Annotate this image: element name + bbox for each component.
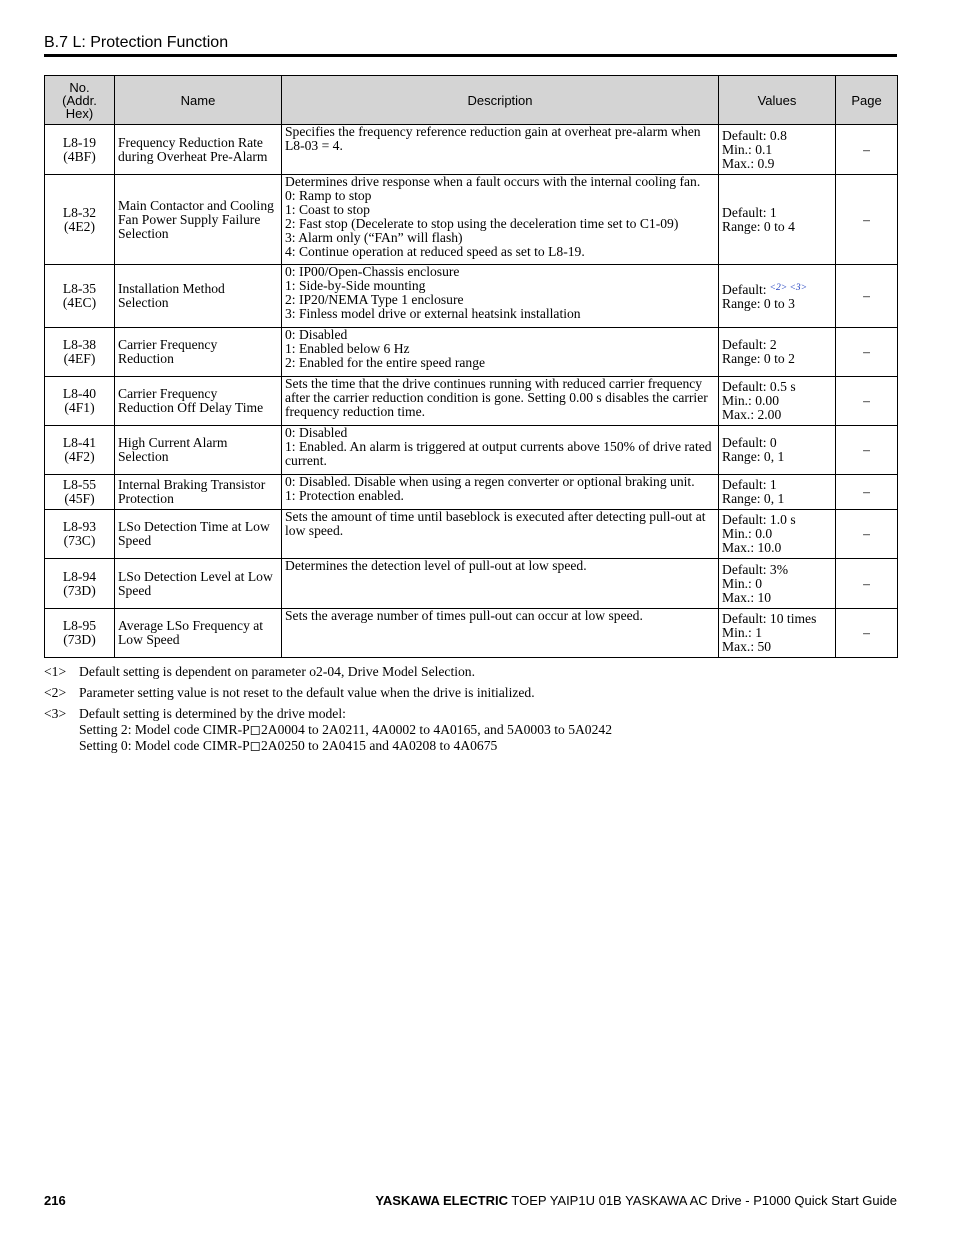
param-description-line: 3: Finless model drive or external heatsink installation	[285, 306, 581, 321]
param-page: –	[836, 559, 898, 609]
param-page: –	[836, 377, 898, 426]
param-number-line: L8-55	[62, 477, 97, 492]
param-number	[45, 510, 115, 559]
param-number-line: L8-38	[62, 337, 97, 352]
param-values-line: Max.: 10	[722, 589, 772, 605]
param-number	[45, 475, 115, 510]
param-description-line: after the carrier reduction condition is gone. Setting 0.00 s disables the carrier	[285, 390, 708, 405]
param-description-line: 1: Side-by-Side mounting	[285, 278, 426, 293]
footnote-line: Default setting is determined by the drive model:	[79, 706, 346, 721]
param-description-line: 1: Coast to stop	[285, 202, 370, 217]
section-title: B.7 L: Protection Function	[44, 34, 229, 51]
param-description-line: 0: Disabled. Disable when using a regen converter or optional braking unit.	[285, 474, 695, 489]
footnote	[44, 706, 904, 754]
table-row	[45, 265, 898, 328]
param-page: –	[836, 265, 898, 328]
param-name-line: Installation Method	[118, 281, 225, 296]
param-name-line: High Current Alarm	[118, 435, 228, 450]
param-number-line: L8-93	[62, 519, 97, 534]
footnote-text	[79, 664, 475, 680]
table-row	[45, 475, 898, 510]
param-description-line: Sets the average number of times pull-out can occur at low speed.	[285, 608, 643, 623]
param-name-line: Carrier Frequency	[118, 337, 218, 352]
footer-brand: YASKAWA ELECTRIC	[375, 1193, 509, 1208]
param-values	[719, 265, 836, 328]
param-name-line: Low Speed	[118, 632, 180, 647]
param-values	[719, 328, 836, 377]
param-description	[282, 559, 719, 609]
param-name-line: Speed	[118, 533, 152, 548]
param-name-line: Average LSo Frequency at	[118, 618, 264, 633]
param-number-line: L8-40	[62, 386, 97, 401]
footer-doc-title: TOEP YAIP1U 01B YASKAWA AC Drive - P1000 Quick Start Guide	[508, 1193, 897, 1208]
param-name	[115, 328, 282, 377]
param-values-line: Default: 1.0 s	[722, 512, 796, 527]
param-number-line: (4EF)	[63, 351, 96, 366]
table-row	[45, 328, 898, 377]
param-number-line: (4E2)	[64, 218, 95, 234]
param-number-line: (73D)	[63, 582, 96, 598]
param-description-line: Specifies the frequency reference reduction gain at overheat pre-alarm when	[285, 124, 701, 139]
param-description-line: 0: Disabled	[285, 425, 348, 440]
footer-doc-info	[375, 1193, 897, 1208]
param-number-line: (4F2)	[64, 449, 95, 464]
param-number-line: L8-19	[62, 134, 97, 150]
param-values-line: Default: 2	[722, 337, 777, 352]
param-description-line: current.	[285, 453, 327, 468]
param-description-line: Determines the detection level of pull-out at low speed.	[285, 558, 587, 573]
param-name-line: Selection	[118, 449, 169, 464]
param-values-line: Range: 0 to 4	[722, 218, 795, 234]
param-description-line: 2: IP20/NEMA Type 1 enclosure	[285, 292, 464, 307]
param-number	[45, 559, 115, 609]
param-description	[282, 175, 719, 265]
param-values-line: Range: 0, 1	[722, 449, 785, 464]
param-name	[115, 510, 282, 559]
param-name-line: Main Contactor and Cooling	[118, 197, 274, 213]
param-values	[719, 559, 836, 609]
param-values-line: Default: 10 times	[722, 611, 817, 626]
param-description	[282, 377, 719, 426]
section-title-rule	[44, 54, 897, 57]
table-row	[45, 125, 898, 175]
param-description	[282, 426, 719, 475]
param-name	[115, 426, 282, 475]
param-page: –	[836, 475, 898, 510]
param-values	[719, 175, 836, 265]
param-name-line: Fan Power Supply Failure	[118, 211, 261, 227]
footnote-line: Setting 0: Model code CIMR-P◻2A0250 to 2A0415 and 4A0208 to 4A0675	[79, 738, 498, 753]
param-description-line: 3: Alarm only (“FAn” will flash)	[285, 230, 463, 245]
param-page: –	[836, 426, 898, 475]
param-description-line: 1: Enabled below 6 Hz	[285, 341, 410, 356]
header-page: Page	[836, 76, 898, 125]
table-row	[45, 559, 898, 609]
param-values	[719, 475, 836, 510]
footnote	[44, 685, 904, 701]
param-values	[719, 377, 836, 426]
param-values	[719, 125, 836, 175]
param-values	[719, 426, 836, 475]
param-number	[45, 328, 115, 377]
footnote-reference-link[interactable]: <2> <3>	[769, 283, 808, 293]
param-values-line: Default: 3%	[722, 561, 789, 577]
param-name-line: Selection	[118, 225, 169, 241]
param-description-line: 0: IP00/Open-Chassis enclosure	[285, 264, 460, 279]
param-name-line: Protection	[118, 491, 174, 506]
param-description-line: Sets the time that the drive continues running with reduced carrier frequency	[285, 376, 703, 391]
param-name-line: during Overheat Pre-Alarm	[118, 148, 268, 164]
param-number	[45, 125, 115, 175]
footnote	[44, 664, 904, 680]
param-description-line: 0: Disabled	[285, 327, 348, 342]
param-name-line: Internal Braking Transistor	[118, 477, 266, 492]
param-number	[45, 175, 115, 265]
param-name-line: Reduction Off Delay Time	[118, 400, 264, 415]
param-values-line: Min.: 1	[722, 625, 763, 640]
param-description	[282, 265, 719, 328]
table-body	[45, 125, 898, 658]
table-row	[45, 609, 898, 658]
param-values-line: Max.: 50	[722, 639, 772, 654]
header-no-line: Hex)	[65, 105, 94, 121]
param-description-line: Sets the amount of time until baseblock is executed after detecting pull-out at	[285, 509, 706, 524]
header-name: Name	[115, 76, 282, 125]
param-number-line: (45F)	[64, 491, 95, 506]
param-name-line: Reduction	[118, 351, 174, 366]
footnote-marker: <3>	[44, 706, 67, 721]
param-values-line: Min.: 0.1	[722, 141, 773, 157]
param-values-line: Default: 1	[722, 204, 777, 220]
param-page: –	[836, 328, 898, 377]
param-number-line: L8-35	[62, 281, 97, 296]
param-description	[282, 609, 719, 658]
param-number-line: L8-95	[62, 618, 97, 633]
param-values-line: Default: 0.5 s	[722, 379, 796, 394]
param-description-line: Determines drive response when a fault occurs with the internal cooling fan.	[285, 174, 701, 189]
param-number-line: (73C)	[63, 533, 96, 548]
param-values-line: Default: 0	[722, 435, 777, 450]
table-row	[45, 510, 898, 559]
footnotes	[44, 664, 904, 759]
param-name	[115, 609, 282, 658]
header-values: Values	[719, 76, 836, 125]
param-name-line: Speed	[118, 582, 152, 598]
param-name	[115, 377, 282, 426]
param-values-line: Range: 0 to 3	[722, 296, 795, 311]
param-values-line: Range: 0, 1	[722, 491, 785, 506]
param-values-line: Min.: 0.0	[722, 526, 773, 541]
param-values-line: Max.: 10.0	[722, 540, 782, 555]
header-no	[45, 76, 115, 125]
header-no-line: (Addr.	[62, 92, 97, 108]
param-values-line: Max.: 0.9	[722, 155, 775, 171]
param-name-line: Selection	[118, 295, 169, 310]
param-number-line: L8-32	[62, 204, 97, 220]
param-name	[115, 559, 282, 609]
param-description-line: 4: Continue operation at reduced speed as set to L8-19.	[285, 244, 585, 259]
param-values-line: Max.: 2.00	[722, 407, 782, 422]
param-values-line: Min.: 0.00	[722, 393, 780, 408]
param-name	[115, 125, 282, 175]
param-values-line: Range: 0 to 2	[722, 351, 795, 366]
param-name-line: Frequency Reduction Rate	[118, 134, 263, 150]
page-number: 216	[44, 1193, 66, 1208]
param-values	[719, 510, 836, 559]
header-no-line: No.	[69, 79, 90, 95]
param-values-line: Min.: 0	[722, 575, 763, 591]
param-description-line: 1: Enabled. An alarm is triggered at output currents above 150% of drive rated	[285, 439, 712, 454]
param-page: –	[836, 510, 898, 559]
footnote-marker: <2>	[44, 685, 67, 700]
param-description	[282, 510, 719, 559]
param-description-line: low speed.	[285, 523, 344, 538]
param-values	[719, 609, 836, 658]
table-row	[45, 377, 898, 426]
param-description-line: 1: Protection enabled.	[285, 488, 404, 503]
param-description-line: 2: Enabled for the entire speed range	[285, 355, 486, 370]
param-name-line: Carrier Frequency	[118, 386, 218, 401]
param-page: –	[836, 175, 898, 265]
param-description	[282, 475, 719, 510]
param-description-line: frequency reduction time.	[285, 404, 426, 419]
footnote-marker: <1>	[44, 664, 67, 679]
param-description-line: L8-03 = 4.	[285, 138, 343, 153]
header-description: Description	[282, 76, 719, 125]
param-description-line: 0: Ramp to stop	[285, 188, 372, 203]
footnote-line: Parameter setting value is not reset to the default value when the drive is initialized.	[79, 685, 535, 700]
param-number	[45, 265, 115, 328]
param-number-line: (4EC)	[62, 295, 97, 310]
param-number	[45, 377, 115, 426]
param-number-line: (4BF)	[63, 148, 96, 164]
footnote-text	[79, 685, 535, 701]
param-values-line: Default: 0.8	[722, 127, 787, 143]
param-values-line: Default: $^{<2> <3>}$	[722, 282, 808, 297]
footnote-line: Default setting is dependent on parameter o2-04, Drive Model Selection.	[79, 664, 475, 679]
param-number	[45, 609, 115, 658]
param-number-line: (73D)	[63, 632, 96, 647]
param-name-line: LSo Detection Time at Low	[118, 519, 270, 534]
footnote-line: Setting 2: Model code CIMR-P◻2A0004 to 2A0211, 4A0002 to 4A0165, and 5A0003 to 5A0242	[79, 722, 612, 737]
parameter-table	[44, 75, 898, 658]
footnote-text	[79, 706, 612, 754]
param-page: –	[836, 609, 898, 658]
param-name	[115, 175, 282, 265]
table-header-row	[45, 76, 898, 125]
table-row	[45, 175, 898, 265]
param-page: –	[836, 125, 898, 175]
param-name-line: LSo Detection Level at Low	[118, 568, 273, 584]
param-number-line: L8-94	[62, 568, 97, 584]
param-values-line: Default: 1	[722, 477, 777, 492]
param-description-line: 2: Fast stop (Decelerate to stop using the deceleration time set to C1-09)	[285, 216, 679, 231]
param-number-line: L8-41	[62, 435, 97, 450]
table-row	[45, 426, 898, 475]
param-name	[115, 265, 282, 328]
param-name	[115, 475, 282, 510]
param-description	[282, 125, 719, 175]
param-number	[45, 426, 115, 475]
param-number-line: (4F1)	[64, 400, 95, 415]
param-description	[282, 328, 719, 377]
